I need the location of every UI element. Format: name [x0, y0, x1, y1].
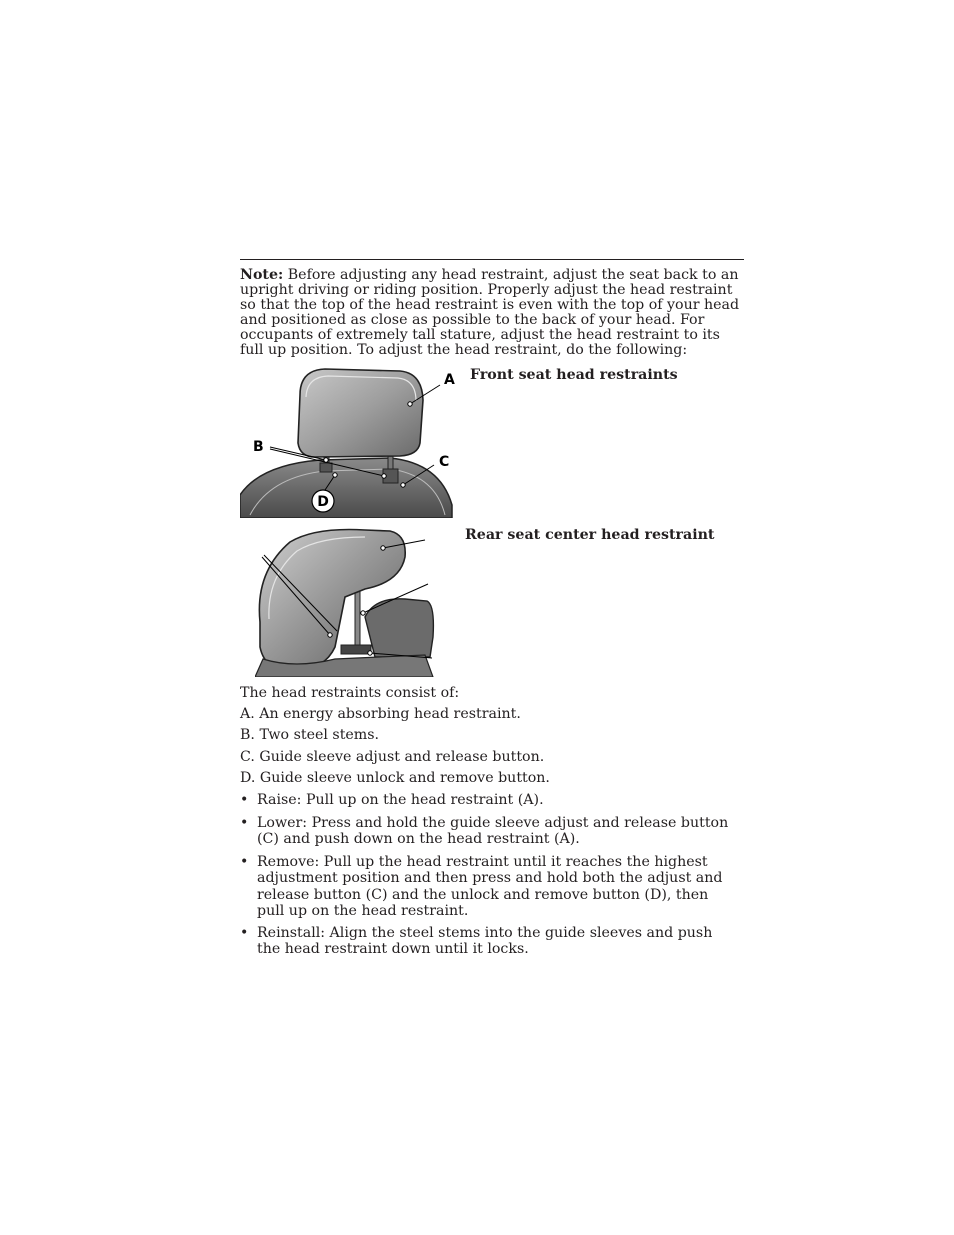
bullet-text: Reinstall: Align the steel stems into the guide sleeves and push the head restraint down until it locks.	[257, 925, 713, 958]
top-rule	[240, 259, 744, 260]
bullet-text: Raise: Pull up on the head restraint (A).	[257, 792, 544, 808]
note-text: Before adjusting any head restraint, adjust the seat back to an upright driving or riding position. Properly adjust the head restraint so that the top of the head restraint is even with the top of your head and positioned as close as possible to the back of your head. For occupants of extremely tall stature, adjust the head restraint to its full up position. To adjust the head restraint, do the following:	[240, 267, 740, 359]
bullet-symbol: •	[240, 792, 249, 808]
rear-head-restraint-illustration	[255, 527, 440, 677]
label-d: D	[317, 494, 329, 510]
bullet-symbol: •	[240, 925, 249, 941]
rear-seat-caption: Rear seat center head restraint	[465, 527, 715, 543]
consist-item-c: C. Guide sleeve adjust and release button.	[240, 749, 545, 765]
note-label: Note:	[240, 267, 284, 283]
bullet-text: Remove: Pull up the head restraint until it reaches the highest adjustment position and then press and hold both the adjust and release button (C) and the unlock and remove button (D), then pull up on the head restraint.	[257, 854, 723, 919]
consist-item-d: D. Guide sleeve unlock and remove button.	[240, 770, 550, 786]
bullet-text: Lower: Press and hold the guide sleeve adjust and release button (C) and push down on the head restraint (A).	[257, 815, 729, 848]
consist-intro: The head restraints consist of:	[240, 685, 460, 701]
consist-item-b: B. Two steel stems.	[240, 727, 380, 743]
label-a: A	[444, 372, 455, 388]
front-seat-caption: Front seat head restraints	[470, 367, 678, 383]
bullet-symbol: •	[240, 854, 249, 870]
consist-item-a: A. An energy absorbing head restraint.	[240, 706, 521, 722]
front-head-restraint-illustration	[240, 365, 460, 518]
label-b: B	[253, 439, 264, 455]
bullet-symbol: •	[240, 815, 249, 831]
label-c: C	[439, 454, 450, 470]
note-paragraph	[240, 268, 744, 359]
